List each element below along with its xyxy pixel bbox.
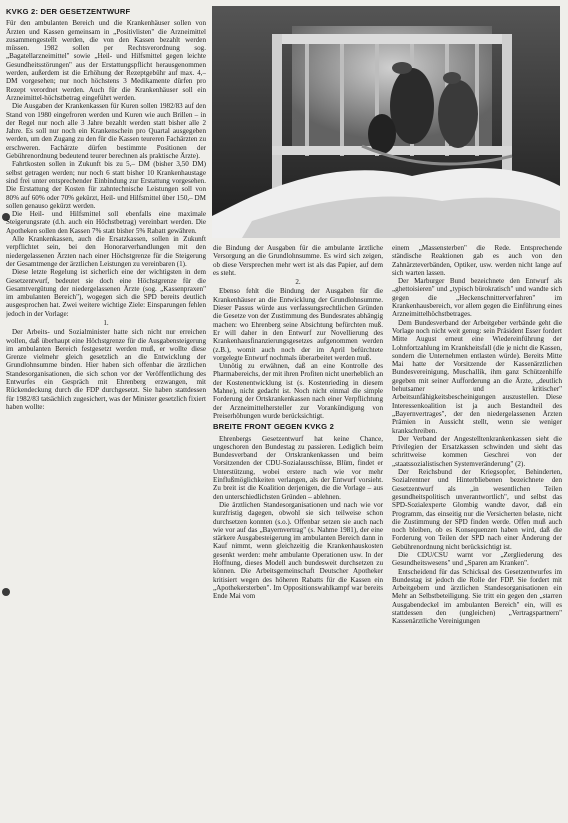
paragraph: Für den ambulanten Bereich und die Krankenhäuser sollen von Ärzten und Kassen gemeinsam in „Positivlisten" die Arzneimittel zusammengestellt werden, die von den Kassen bezahlt werden müssen. 1982 sollen per Rechtsverordnung sog. „Bagatellarzneimittel" sowie „Heil- und Hilfsmittel gegen leichte Gesundheitsstörungen" aus der Erstattungspflicht herausgenommen werden, außerdem ist die Erhöhung der Rezeptgebühr auf max. 4,– DM vorgesehen; nur noch höchstens 3 Medikamente dürfen pro Rezept verordnet werden. Auch für die Krankenhäuser soll ein Arzneimittel-höchstbetrag eingeführt werden.	[6, 19, 206, 102]
section-heading: BREITE FRONT GEGEN KVKG 2	[213, 422, 335, 432]
hospital-bed-photo-icon	[212, 6, 560, 238]
paragraph: Ehrenbergs Gesetzentwurf hat keine Chance, ungeschoren den Bundestag zu passieren. Lediglich beim Bundesverband der Ortskrankenkassen und beim Vorsitzenden der CDU-Sozialausschüsse, Blüm, findet er Unterstützung, wobei erstere nach wie vor mehr Einflußmöglichkeiten verlangen, als der Entwurf vorsieht. Zu breit ist die Koalition derjenigen, die die Vorlage – aus den unterschiedlichsten Gründen – ablehnen.	[213, 434, 383, 501]
paragraph: Die Heil- und Hilfsmittel soll ebenfalls eine maximale Steigerungsrate (d.h. auch ein Höchstbetrag) vereinbart werden. Die Apotheken sollen den Kassen 7% statt bisher 5% Rabatt gewähren.	[6, 210, 206, 235]
paragraph: Die ärztlichen Standesorganisationen und nach wie vor kurzfristig dagegen, obwohl sie sich teilweise schon durchsetzen konnten (s.o.). Offenbar setzen sie auch nach wie vor auf das „Bayernvertrag" (s. Nahme 1981), der eine stärkere Ausgabesteigerung im ambulanten Bereich dann in Kauf nimmt, wenn gleichzeitig die Krankenhauskosten gesenkt werden: mehr ambulante Operationen usw. In der Hoffnung, dieses Modell auch bundesweit durchsetzen zu können. Die Arbeitsgemeinschaft Deutscher Apotheker kritisiert wegen des höheren Rabatts für die Kassen ein „Apothekersterben". Im Oppositionswahlkampf war bereits Ende Mai vom	[213, 500, 383, 601]
paragraph: die Bindung der Ausgaben für die ambulante ärztliche Versorgung an die Grundlohnsumme. Es wird sich zeigen, ob diese Versprechen mehr wert ist als das Papier, auf dem es steht.	[213, 244, 383, 277]
paragraph: einem „Massensterben" die Rede. Entsprechende ständische Reaktionen gab es auch von den Zahnärzteverbänden, Optiker, usw. werden nicht lange auf sich warten lassen.	[392, 244, 562, 277]
section-number: 2.	[295, 278, 301, 287]
paragraph: Ebenso fehlt die Bindung der Ausgaben für die Krankenhäuser an die Entwicklung der Grundlohnsumme. Dieser Passus würde aus verfassungsrechtlichen Gründen die Gesetze von der Zustimmung des Bundesrates abhängig machen: wo Ehrenberg seine Absichtung befürchten muß. Er will daher in den Entwurf zur Novellierung des Krankenhausfinanzierungsgesetzes aufgenommen werden (z.B.), womit auch noch der im April befürchtete vorgelegte Entwurf nochmals überarbeitet werden muß.	[213, 287, 383, 362]
section-number: 1.	[103, 318, 109, 327]
paragraph: Alle Krankenkassen, auch die Ersatzkassen, sollen in Zukunft verpflichtet sein, bei den Honorarverhandlungen mit den niedergelassenen Ärzten nach einer Höchstgrenze für die Steigerung der Gesamtmenge der ärztlichen Leistungen zu vereinbaren (1).	[6, 235, 206, 268]
paragraph: Der Reichsbund der Kriegsopfer, Behinderten, Sozialrentner und Hinterbliebenen bezeichnete den Gesetzentwurf als „in wesentlichen Teilen gesundheitspolitisch unverantwortlich", und selbst das SPD-Sozialexperte Glombig wandte davor, daß ein Programm, das einseitig nur die Versicherten belaste, nicht die Zustimmung der SPD finden werde. Offen muß auch noch bleiben, ob es Konsequenzen haben wird, daß die Forderung von Teilen der SPD nach einer Änderung der Gebührenordnung nicht berücksichtigt ist.	[392, 468, 562, 551]
paragraph: Der Arbeits- und Sozialminister hatte sich nicht nur erreichen wollen, daß überhaupt eine Höchstgrenze für die Ausgabensteigerung im ambulanten Bereich festgesetzt werden muß, er wollte diese Grenze vielmehr gleich gesetzlich an die Entwicklung der Grundlohnsumme binden. Hier haben sich offenbar die ärztlichen Standesorganisationen, die sich schon vor der Veröffentlichung des Entwurfes ein Gespräch mit Ehrenberg erzwangen, mit Rückendeckung durch die FDP durchgesetzt. Sie haben stattdessen für 1982/83 tatsächlich zugesichert, was der Minister gesetzlich fixiert haben wollte:	[6, 328, 206, 411]
article-column-1	[6, 8, 206, 818]
paragraph: Diese letzte Regelung ist sicherlich eine der wichtigsten in dem Gesetzentwurf, bedeutet sie doch eine Höchstgrenze für die Gesamtvergütung der niedergelassenen Ärzte (sog. „Kassenpraxen" im ambulanten Bereich"), wogegen sich die SPD bereits deutlich ausgesprochen hat. Zwei weitere wichtige Ziele: Einsparungen fehlen jedoch in der Vorlage:	[6, 268, 206, 318]
paragraph: Fahrtkosten sollen in Zukunft bis zu 5,– DM (bisher 3,50 DM) selbst getragen werden; nur noch 6 statt bisher 10 Krankenhaustage sind frei unter entsprechender Einbindung zur Erstattung vorgesehen. Die Erstattung der Kosten für zahntechnische Leistungen soll von 80% auf 60% oder 70% gekürzt, Heil- und Hilfsmittel über 150,– DM sollen genauso gekürzt werden.	[6, 160, 206, 210]
paragraph: Unnötig zu erwähnen, daß an eine Kontrolle des Pharmabereichs, der mit ihren Profiten nicht unerheblich an der Kostenentwicklung ist (s. Kostenrieding in diesem Mahne), nicht gedacht ist. Noch nicht einmal die simple Forderung der Ortskrankenkassen nach einer Verpflichtung der Arzneimittelhersteller zur Vorankündigung von Preiserhöhungen wurde berücksichtigt.	[213, 362, 383, 420]
hospital-bed-photo	[212, 6, 560, 238]
article-heading: KVKG 2: DER GESETZENTWURF	[6, 8, 131, 16]
paragraph: Der Marburger Bund bezeichnete den Entwurf als „ghettoisieren" und „typisch bürokratisch" und wandte sich gegen die „Heckenschnitterverfahren" im Krankenhausbereich, vor allem gegen die Einführung eines Arzneimittelhöchstbetrages.	[392, 277, 562, 319]
paragraph: Entscheidend für das Schicksal des Gesetzentwurfes im Bundestag ist jedoch die Rolle der FDP. Sie fordert mit Arbeitgebern und ärztlichen Standesorganisationen ein Mehr an Selbstbeteiligung. Sie tritt ein gegen den „starren Ausgabendeckel im ambulanten Bereich" ein, will es stattdessen den (ungleichen) „Vertragspartnern" Kassenärztliche Vereinigungen	[392, 567, 562, 626]
article-column-2	[213, 244, 383, 819]
paragraph: Dem Bundesverband der Arbeitgeber verbände geht die Vorlage noch nicht weit genug: sein Präsident Esser fordert Mitte August erneut eine Wiedereinführung der Lohnfortzahlung im Krankheitsfall (die je nicht die Kassen, sondern die Unternehmen entlasten würde). Bereits Mitte Mai hatte der Vorsitzende der Kassenärztlichen Bundesvereinigung, Muschallik, ihm ganz Schützenhilfe gegeben mit seiner Aufforderung an die Ärzte, „deutlich behutsamer und kritischer" Arbeitsunfähigkeitsbescheinigungen auszustellen. Diese Interessenkoalition ist ja auch Bestandteil des „Bayernvertrages", der den niedergelassenen Ärzten Prämien in Aussicht stellt, wenn sie weniger krankschreiben.	[392, 318, 562, 435]
article-column-3	[392, 244, 562, 819]
paragraph: Der Verband der Angestelltenkrankenkassen sieht die Privilegien der Ersatzkassen schwinden und sieht das schrittweise kommen Geschrei von der „staatssozialistischen Systemveränderung" (2).	[392, 434, 562, 468]
paragraph: Die Ausgaben der Krankenkassen für Kuren sollen 1982/83 auf den Stand von 1980 eingefroren werden und Kuren wie auch Brillen – in der Regel nur noch alle 3 Jahre bezahlt werden statt bisher alle 2 Jahre. Es soll nur noch ein Krankenschein pro Quartal ausgegeben werden, um den Zugang zu den für die Kassen teureren Fachärzten zu erschweren. Fachärzte dürfen bestimmte Positionen der Gebührenordnung bedeutend teurer berechnen als praktische Ärzte).	[6, 102, 206, 161]
paragraph: Die CDU/CSU warnt vor „Zergliederung des Gesundheitswesens" und „Sparen am Kranken".	[392, 550, 562, 568]
